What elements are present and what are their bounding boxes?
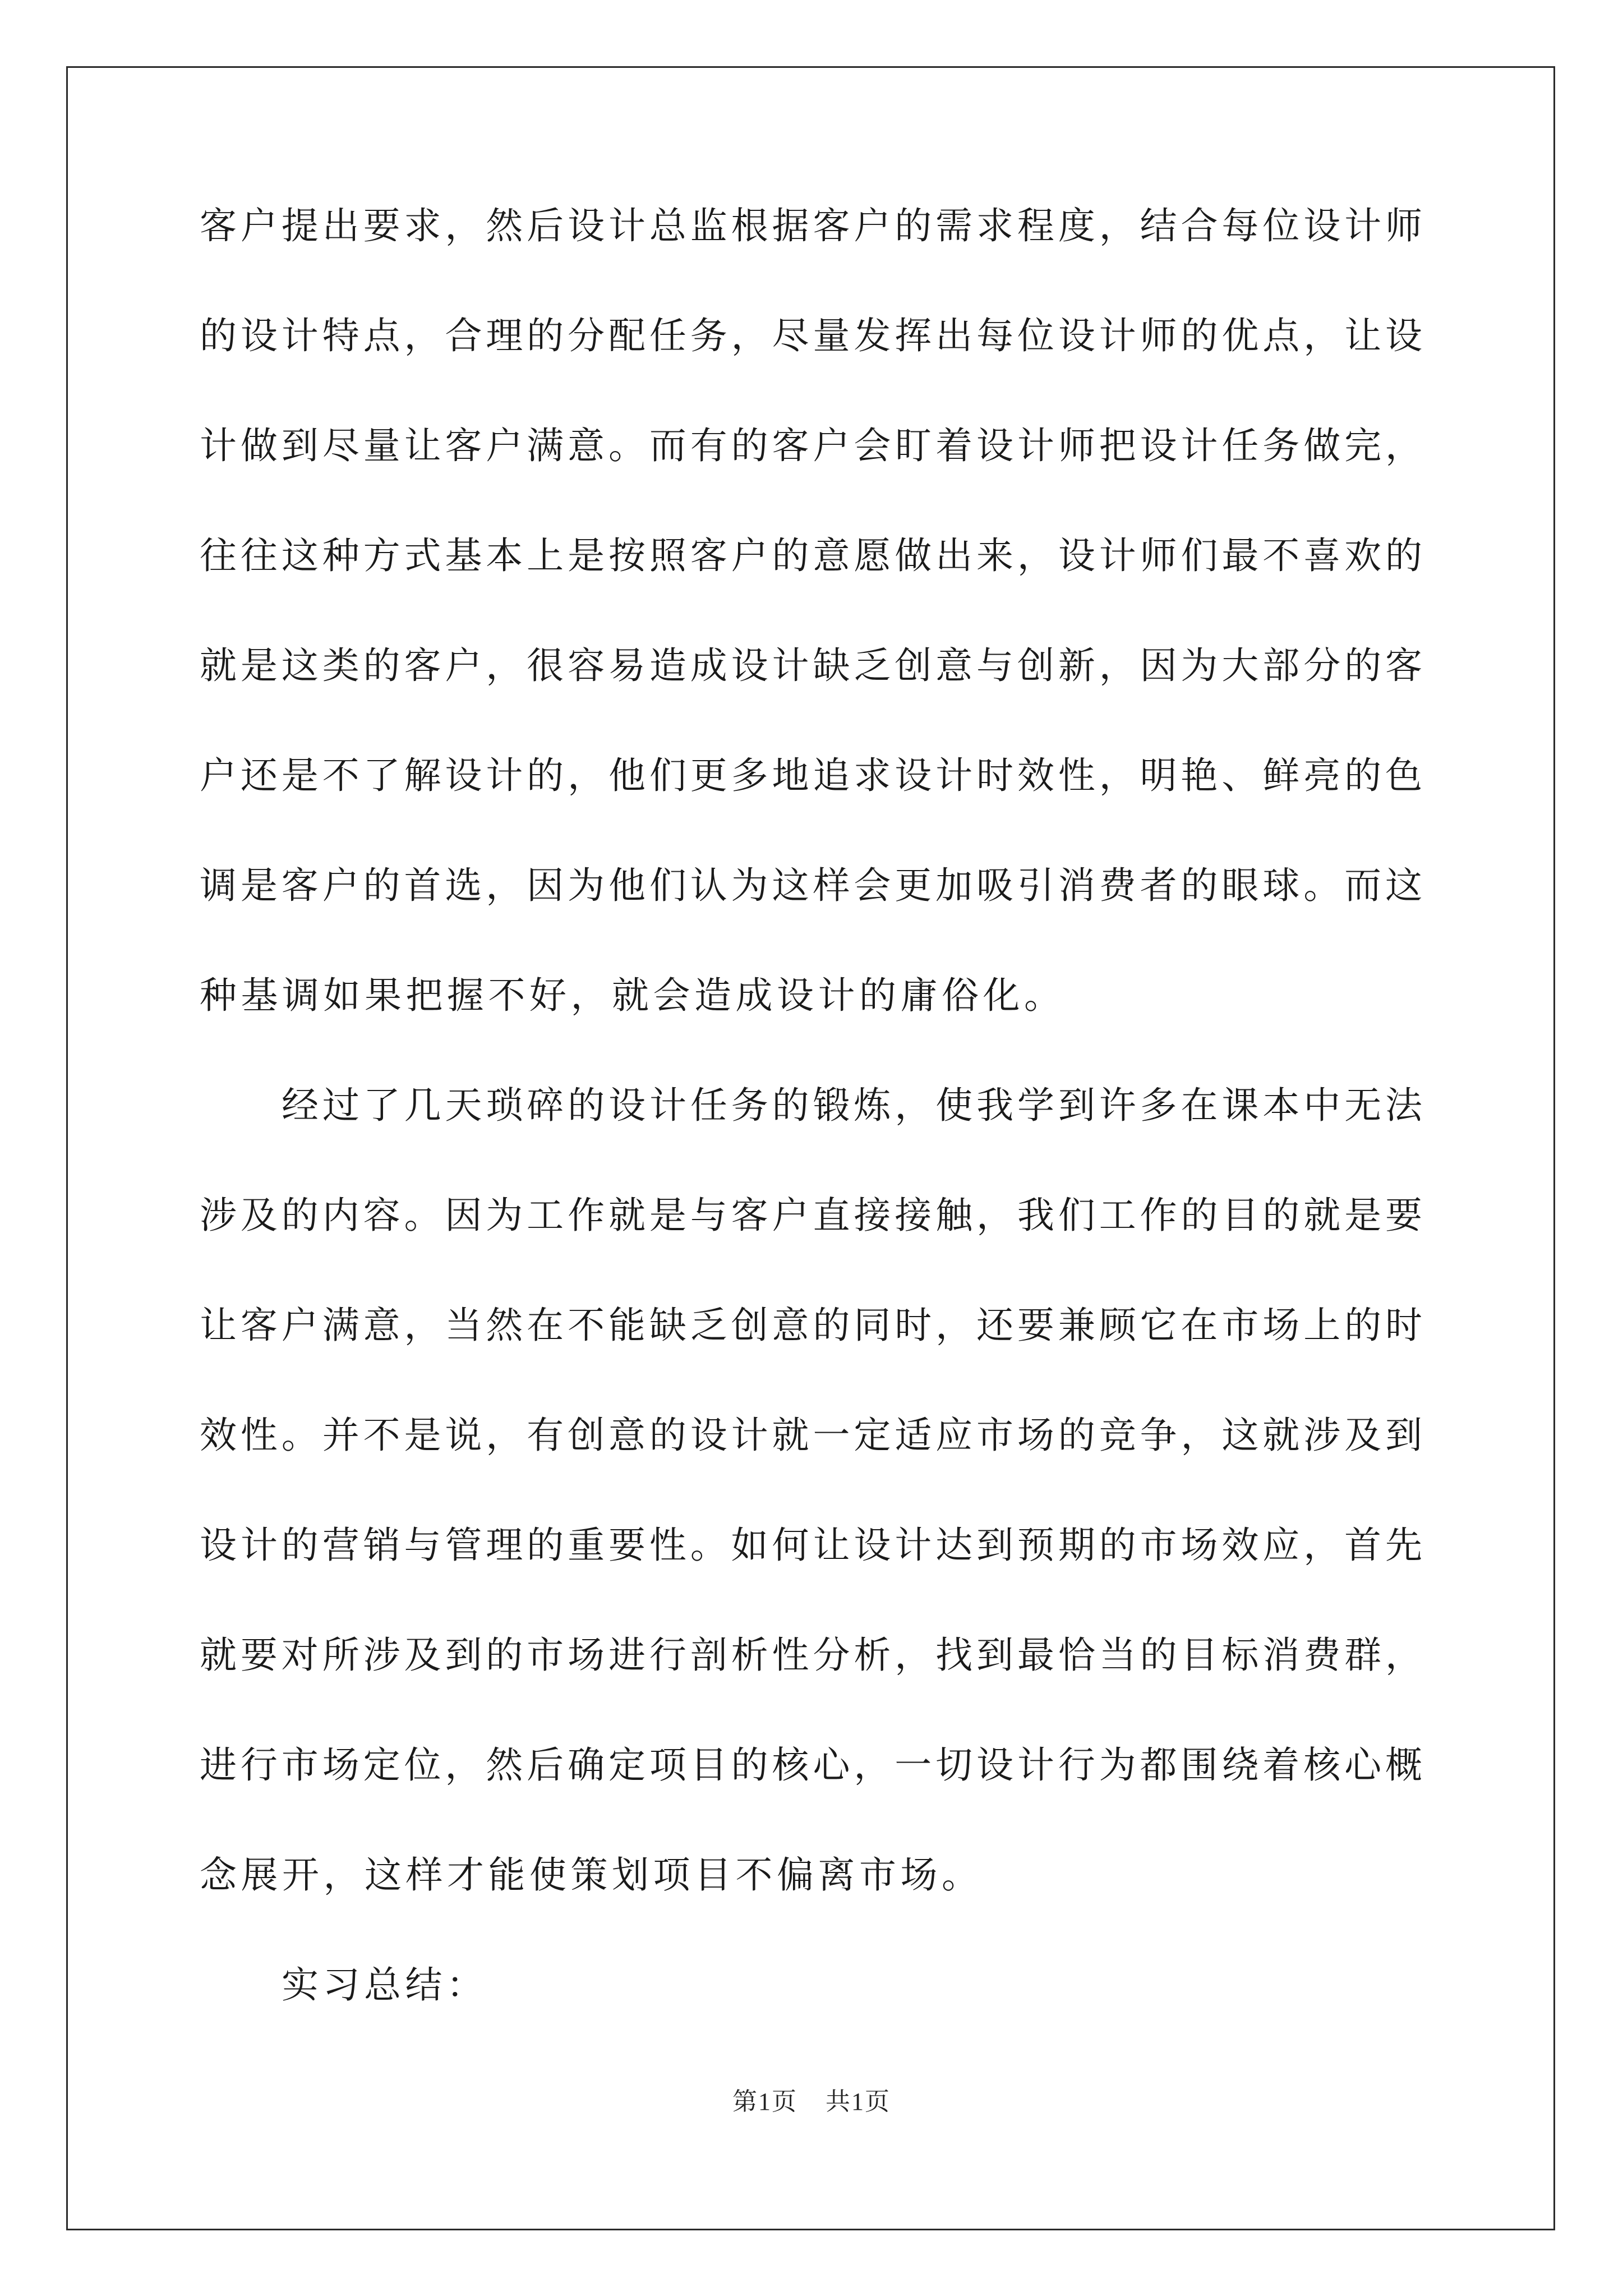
text-line: 客户提出要求，然后设计总监根据客户的需求程度，结合每位设计师	[200, 204, 1422, 247]
text-line: 让客户满意，当然在不能缺乏创意的同时，还要兼顾它在市场上的时	[200, 1304, 1422, 1347]
page-footer	[0, 2081, 1623, 2117]
document-body	[200, 204, 1422, 2077]
text-line: 涉及的内容。因为工作就是与客户直接接触，我们工作的目的就是要	[200, 1194, 1422, 1237]
text-line: 种基调如果把握不好，就会造成设计的庸俗化。	[200, 974, 1066, 1017]
text-line: 往往这种方式基本上是按照客户的意愿做出来，设计师们最不喜欢的	[200, 534, 1422, 577]
page-number: 第1页	[732, 2088, 797, 2115]
text-line: 计做到尽量让客户满意。而有的客户会盯着设计师把设计任务做完，	[200, 424, 1422, 467]
text-line: 经过了几天琐碎的设计任务的锻炼，使我学到许多在课本中无法	[282, 1084, 1422, 1127]
text-line: 设计的营销与管理的重要性。如何让设计达到预期的市场效应，首先	[200, 1524, 1422, 1567]
text-line: 调是客户的首选，因为他们认为这样会更加吸引消费者的眼球。而这	[200, 864, 1422, 907]
page-total: 共1页	[826, 2088, 891, 2115]
text-line: 进行市场定位，然后确定项目的核心，一切设计行为都围绕着核心概	[200, 1743, 1422, 1787]
text-line: 就要对所涉及到的市场进行剖析性分析，找到最恰当的目标消费群，	[200, 1634, 1422, 1677]
text-line: 效性。并不是说，有创意的设计就一定适应市场的竞争，这就涉及到	[200, 1414, 1422, 1457]
text-line: 户还是不了解设计的，他们更多地追求设计时效性，明艳、鲜亮的色	[200, 754, 1422, 797]
text-line: 念展开，这样才能使策划项目不偏离市场。	[200, 1853, 983, 1897]
text-line: 就是这类的客户，很容易造成设计缺乏创意与创新，因为大部分的客	[200, 644, 1422, 687]
section-heading: 实习总结：	[282, 1963, 488, 2007]
text-line: 的设计特点，合理的分配任务，尽量发挥出每位设计师的优点，让设	[200, 314, 1422, 357]
